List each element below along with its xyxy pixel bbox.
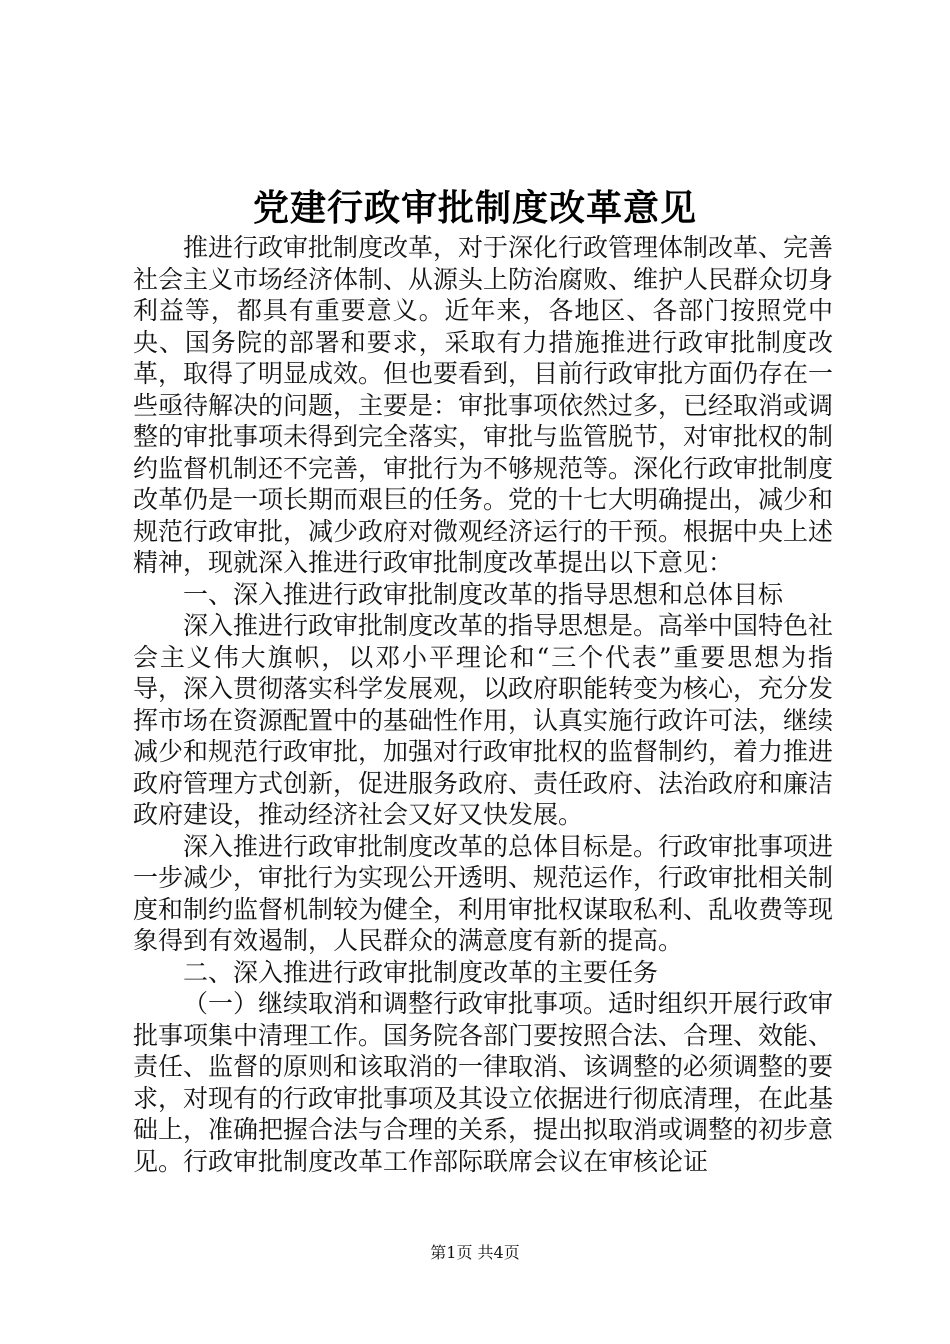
section-heading: 二、深入推进行政审批制度改革的主要任务 <box>183 957 659 987</box>
page-number-footer: 第1页 共4页 <box>430 1243 520 1262</box>
paragraph: 深入推进行政审批制度改革的总体目标是。行政审批事项进一步减少，审批行为实现公开透明、规范运作，行政审批相关制度和制约监督机制较为健全，利用审批权谋取私利、乱收费等现象得到有效遏制，人民群众的满意度有新的提高。 <box>133 831 834 955</box>
document-title: 党建行政审批制度改革意见 <box>252 187 697 229</box>
paragraph: 深入推进行政审批制度改革的指导思想是。高举中国特色社会主义伟大旗帜，以邓小平理论和“三个代表”重要思想为指导，深入贯彻落实科学发展观，以政府职能转变为核心，充分发挥市场在资源配置中的基础性作用，认真实施行政许可法，继续减少和规范行政审批，加强对行政审批权的监督制约，着力推进政府管理方式创新，促进服务政府、责任政府、法治政府和廉洁政府建设，推动经济社会又好又快发展。 <box>133 611 834 829</box>
paragraph: 推进行政审批制度改革，对于深化行政管理体制改革、完善社会主义市场经济体制、从源头上防治腐败、维护人民群众切身利益等，都具有重要意义。近年来，各地区、各部门按照党中央、国务院的部署和要求，采取有力措施推进行政审批制度改革，取得了明显成效。但也要看到，目前行政审批方面仍存在一些亟待解决的问题，主要是：审批事项依然过多，已经取消或调整的审批事项未得到完全落实，审批与监管脱节，对审批权的制约监督机制还不完善，审批行为不够规范等。深化行政审批制度改革仍是一项长期而艰巨的任务。党的十七大明确提出，减少和规范行政审批，减少政府对微观经济运行的干预。根据中央上述精神，现就深入推进行政审批制度改革提出以下意见： <box>133 233 834 577</box>
document-body <box>133 232 833 1177</box>
section-heading: 一、深入推进行政审批制度改革的指导思想和总体目标 <box>183 579 784 609</box>
paragraph: （一）继续取消和调整行政审批事项。适时组织开展行政审批事项集中清理工作。国务院各部门要按照合法、合理、效能、责任、监督的原则和该取消的一律取消、该调整的必须调整的要求，对现有的行政审批事项及其设立依据进行彻底清理，在此基础上，准确把握合法与合理的关系，提出拟取消或调整的初步意见。行政审批制度改革工作部际联席会议在审核论证 <box>133 989 834 1176</box>
